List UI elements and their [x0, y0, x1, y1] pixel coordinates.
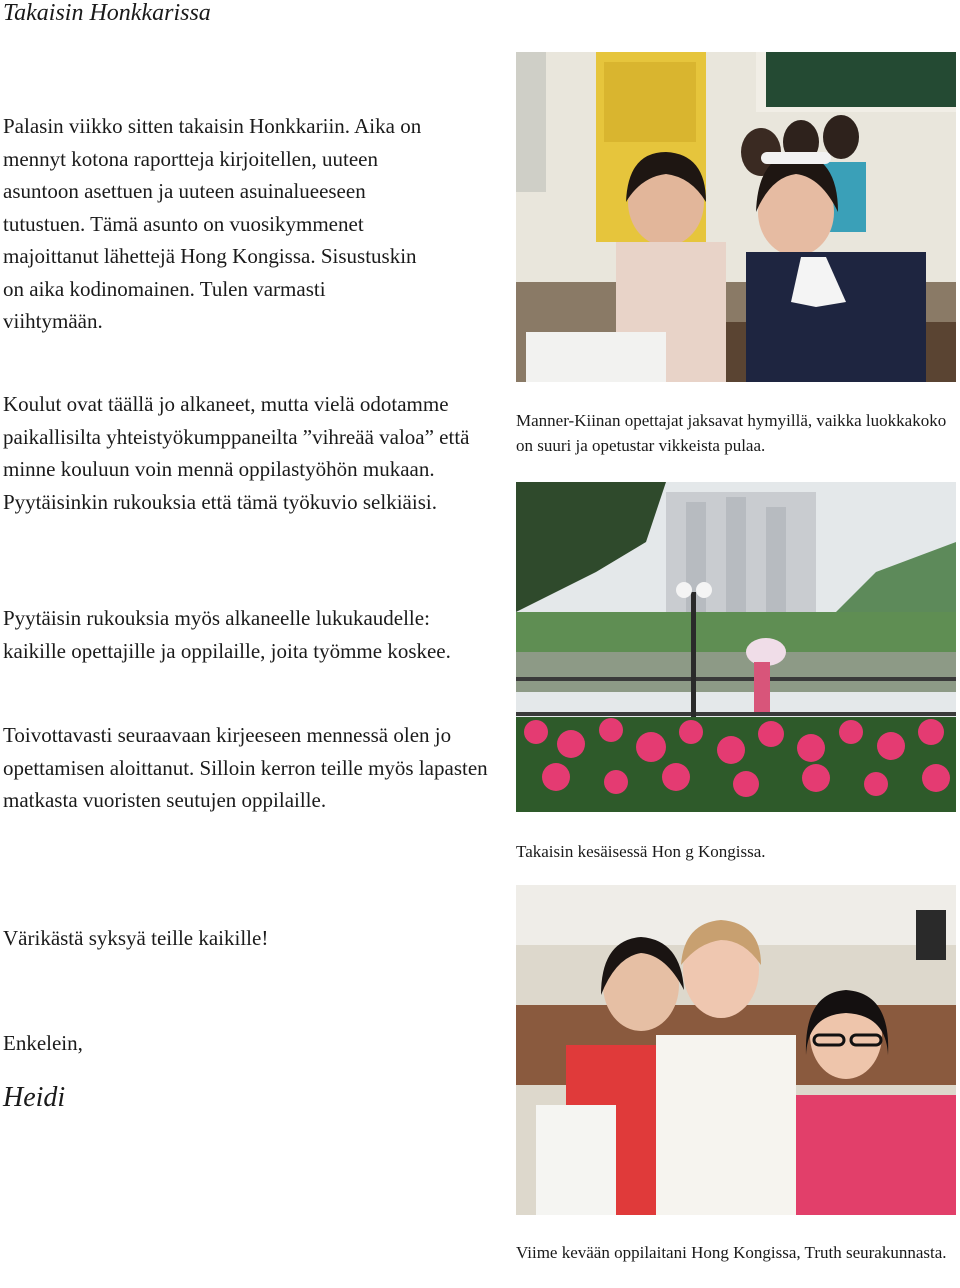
- closing: Enkelein,: [3, 1031, 83, 1055]
- paragraph-next-letter: Toivottavasti seuraavaan kirjeeseen mennessä olen jo opettamisen aloittanut. Silloin kerron teille myös lapasten matkasta vuoristen seutujen oppilaille.: [3, 723, 488, 812]
- photo-caption-teachers: Manner-Kiinan opettajat jaksavat hymyillä, vaikka luokkakoko on suuri ja opetustar vikkeista pulaa.: [516, 411, 947, 455]
- photo-caption-students: Viime kevään oppilaitani Hong Kongissa, Truth seurakunnasta.: [516, 1243, 947, 1262]
- letter-title: Takaisin Honkkarissa: [3, 0, 211, 26]
- paragraph-schools: Koulut ovat täällä jo alkaneet, mutta vielä odotamme paikallisilta yhteistyökumppaneilta ”vihreää valoa” että minne kouluun voin mennä oppilastyöhön mukaan. Pyytäisinkin rukouksia että tämä työkuvio selkiäisi.: [3, 392, 470, 514]
- teachers-classroom-photo: [516, 52, 956, 382]
- hong-kong-riverside-photo: [516, 482, 956, 812]
- students-church-photo: [516, 885, 956, 1215]
- signature: Heidi: [3, 1082, 66, 1113]
- photo-caption-hong-kong: Takaisin kesäisessä Hon g Kongissa.: [516, 842, 766, 861]
- paragraph-return: Palasin viikko sitten takaisin Honkkariin. Aika on mennyt kotona raportteja kirjoitellen, uuteen asuntoon asettuen ja uuteen asuinalueeseen tutustuen. Tämä asunto on vuosikymmenet majoittanut lähettejä Hong Kongissa. Sisustuskin on aika kodinomainen. Tulen varmasti viihtymään.: [3, 114, 422, 333]
- paragraph-prayer: Pyytäisin rukouksia myös alkaneelle lukukaudelle: kaikille opettajille ja oppilaille, joita työmme koskee.: [3, 606, 451, 663]
- greeting: Värikästä syksyä teille kaikille!: [3, 926, 269, 950]
